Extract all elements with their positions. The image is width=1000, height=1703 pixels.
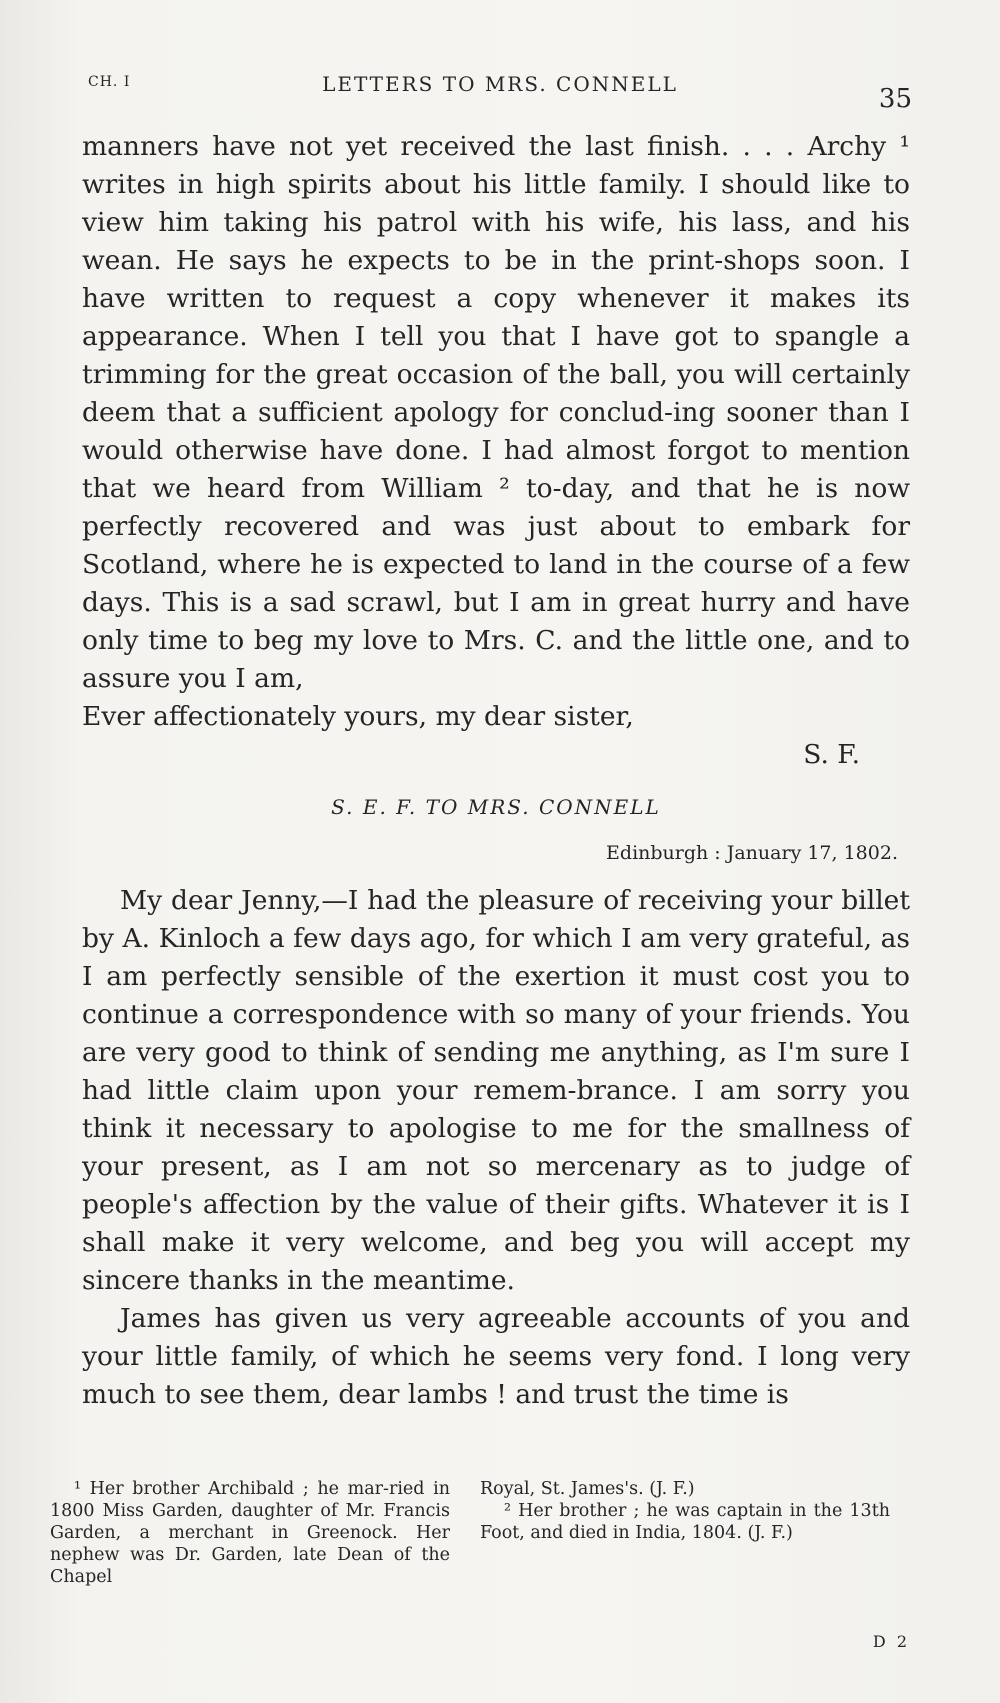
footnote-1-part-2: Royal, St. James's. (J. F.) xyxy=(480,1479,695,1499)
letter2-dateline: Edinburgh : January 17, 1802. xyxy=(606,842,898,864)
chapter-label: CH. I xyxy=(88,74,131,90)
footnote-column-left xyxy=(50,1478,450,1588)
main-text xyxy=(82,128,910,1414)
letter2-paragraph-2: James has given us very agreeable accounts of you and your little family, of which he seems very fond. I long very much to see them, dear lambs ! and trust the time is xyxy=(82,1303,910,1410)
running-title: LETTERS TO MRS. CONNELL xyxy=(322,72,678,96)
footnote-2: ² Her brother ; he was captain in the 13th Foot, and died in India, 1804. (J. F.) xyxy=(480,1501,890,1543)
footnote-column-right xyxy=(480,1478,890,1544)
letter2-paragraph-1: My dear Jenny,—I had the pleasure of receiving your billet by A. Kinloch a few days ago, for which I am very grateful, as I am perfectly sensible of the exertion it must cost you to continue a correspondence with so many of your friends. You are very good to think of sending me anything, as I'm sure I had little claim upon your remem-brance. I am sorry you think it necessary to apologise to me for the smallness of your present, as I am not so mercenary as to judge of people's affection by the value of their gifts. Whatever it is I shall make it very welcome, and beg you will accept my sincere thanks in the meantime. xyxy=(82,885,910,1296)
letter2-heading: S. E. F. TO MRS. CONNELL xyxy=(331,795,661,819)
letter1-signature: S. F. xyxy=(803,739,860,770)
footnote-1-part-1: ¹ Her brother Archibald ; he mar-ried in 1800 Miss Garden, daughter of Mr. Francis Garden, a merchant in Greenock. Her nephew was Dr. Garden, late Dean of the Chapel xyxy=(50,1479,450,1587)
letter1-closing: Ever affectionately yours, my dear sister, xyxy=(82,701,634,732)
page-number: 35 xyxy=(878,84,912,114)
letter1-body: manners have not yet received the last finish. . . . Archy ¹ writes in high spirits about his little family. I should like to view him taking his patrol with his wife, his lass, and his wean. He says he expects to be in the print-shops soon. I have written to request a copy whenever it makes its appearance. When I tell you that I have got to spangle a trimming for the great occasion of the ball, you will certainly deem that a sufficient apology for conclud-ing sooner than I would otherwise have done. I had almost forgot to mention that we heard from William ² to-day, and that he is now perfectly recovered and was just about to embark for Scotland, where he is expected to land in the course of a few days. This is a sad scrawl, but I am in great hurry and have only time to beg my love to Mrs. C. and the little one, and to assure you I am, xyxy=(82,131,910,694)
signature-mark: D 2 xyxy=(872,1632,910,1651)
running-head xyxy=(88,70,912,114)
